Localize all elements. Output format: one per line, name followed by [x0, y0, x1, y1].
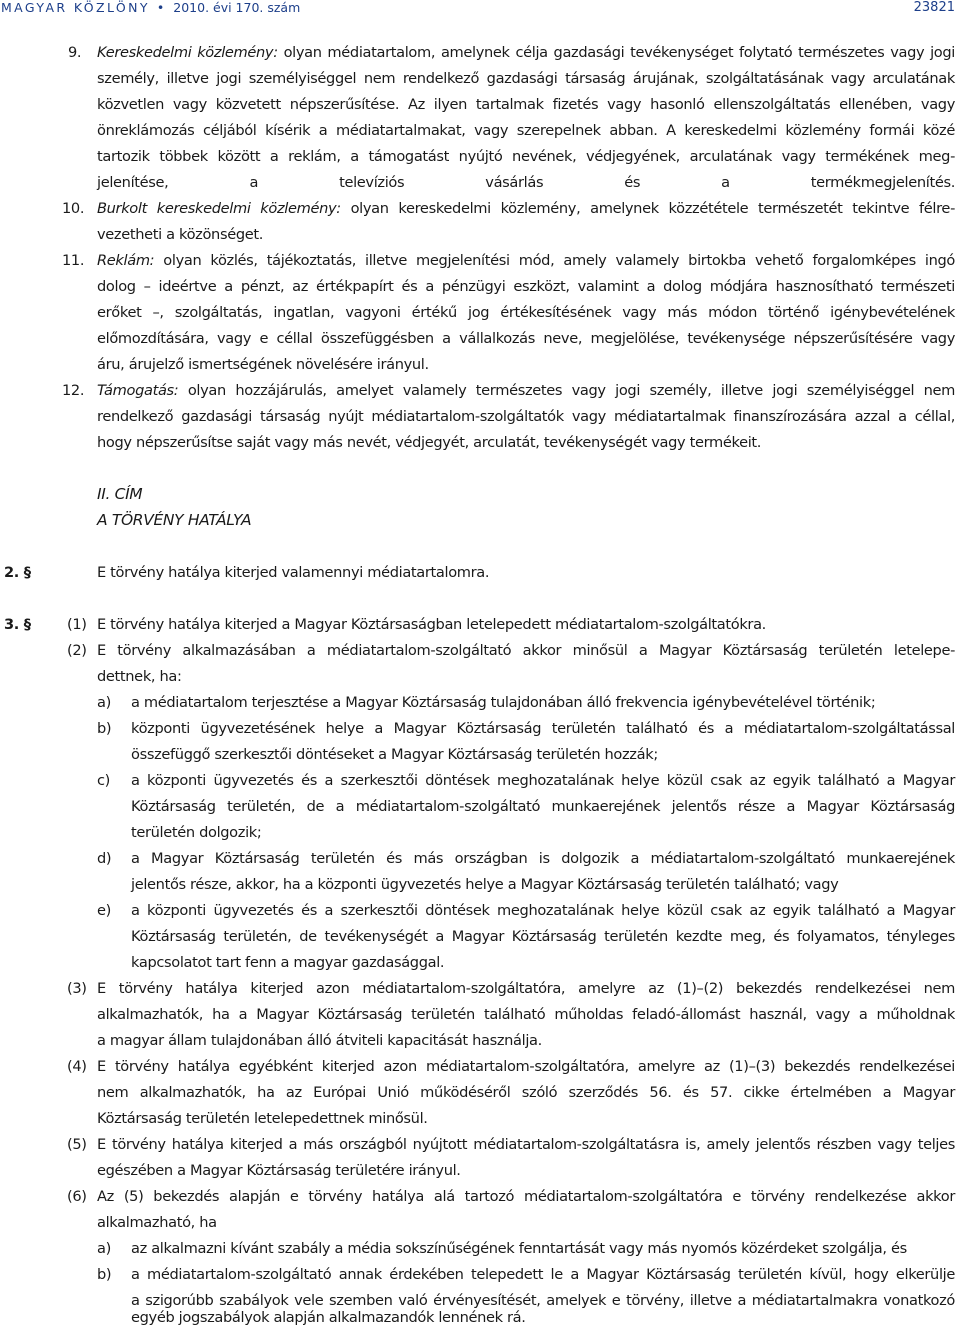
point-line: központi ügyvezetésének helye a Magyar Köztársaság területén található és a médiatartalom-szolgáltatással: [131, 720, 955, 737]
definition-term: Kereskedelmi közlemény:: [97, 44, 278, 61]
definition-line: rendelkező gazdasági társaság nyújt médiatartalom-szolgáltatók vagy médiatartalmak finanszírozására azzal a céllal,: [97, 408, 955, 425]
paragraph-line: E törvény hatálya kiterjed a Magyar Köztársaságban letelepedett médiatartalom-szolgáltatókra.: [97, 616, 766, 633]
paragraph-line: a magyar állam tulajdonában álló átviteli kapacitását használja.: [97, 1032, 542, 1049]
point-line: egyéb jogszabályok alapján alkalmazandók lennének rá.: [131, 1309, 526, 1326]
item-number: 9.: [68, 44, 82, 61]
paragraph-line: E törvény alkalmazásában a médiatartalom-szolgáltató akkor minősül a Magyar Köztársaság területén letelepe-: [97, 642, 955, 659]
point-line: a központi ügyvezetés és a szerkesztői döntések meghozatalának helye közül csak az egyik található a Magyar: [131, 772, 955, 789]
page-number: 23821: [913, 0, 955, 15]
definition-line: személy, illetve jogi személyiséggel nem rendelkező gazdasági társaság árujának, szolgáltatásának vagy arculatának: [97, 70, 955, 87]
section-number: 2. §: [4, 564, 31, 581]
paragraph-number: (4): [67, 1058, 87, 1075]
point-letter: b): [97, 720, 112, 737]
item-number: 11.: [62, 252, 85, 269]
paragraph-line: dettnek, ha:: [97, 668, 182, 685]
paragraph-line: egészében a Magyar Köztársaság területére irányul.: [97, 1162, 461, 1179]
paragraph-line: alkalmazható, ha: [97, 1214, 217, 1231]
publication-name: MAGYAR KÖZLÖNY: [1, 0, 150, 15]
point-line: kapcsolatot tart fenn a magyar gazdasággal.: [131, 954, 445, 971]
header-left: [1, 0, 300, 15]
definition-line: tartozik többek között a reklám, a támogatást nyújtó nevének, védjegyének, arculatának vagy termékének meg-: [97, 148, 955, 165]
point-line: a központi ügyvezetés és a szerkesztői döntések meghozatalának helye közül csak az egyik található a Magyar: [131, 902, 955, 919]
definition-term: Támogatás:: [97, 382, 179, 399]
paragraph-line: E törvény hatálya kiterjed azon médiatartalom-szolgáltatóra, amelyre az (1)–(2) bekezdés rendelkezései nem: [97, 980, 955, 997]
point-line: Köztársaság területén, de tevékenységét a Magyar Köztársaság területén kezdte meg, és folyamatos, tényleges: [131, 928, 955, 945]
point-letter: c): [97, 772, 111, 789]
paragraph-line: E törvény hatálya egyébként kiterjed azon médiatartalom-szolgáltatóra, amelyre az (1)–(3) bekezdés rendelkezései: [97, 1058, 955, 1075]
definition-line: Reklám: olyan közlés, tájékoztatás, illetve megjelenítési mód, amely valamely birtokba vehető forgalomképes ingó: [97, 252, 955, 269]
paragraph-number: (2): [67, 642, 87, 659]
paragraph-number: (5): [67, 1136, 87, 1153]
point-letter: a): [97, 694, 111, 711]
point-line: Köztársaság területén, de a médiatartalom-szolgáltató munkaerejének jelentős része a Magyar Köztársaság: [131, 798, 955, 815]
issue-info: 2010. évi 170. szám: [173, 0, 301, 15]
paragraph-line: nem alkalmazhatók, ha az Európai Unió működéséről szóló szerződés 56. és 57. cikke értelmében a Magyar: [97, 1084, 955, 1101]
definition-term: Reklám:: [97, 252, 155, 269]
point-line: összefüggő szerkesztői döntéseket a Magyar Köztársaság területén hozzák;: [131, 746, 658, 763]
paragraph-number: (1): [67, 616, 87, 633]
definition-line: dolog – ideértve a pénzt, az értékpapírt és a pénzügyi eszközt, valamint a dolog módjára hasznosítható természeti: [97, 278, 955, 295]
header-bullet: •: [156, 0, 165, 15]
definition-line: hogy népszerűsítse saját vagy más nevét, védjegyét, arculatát, tevékenységét vagy termékeit.: [97, 434, 762, 451]
section-number: 3. §: [4, 616, 31, 633]
definition-line: önreklámozás céljából kísérik a médiatartalmakat, vagy szerepelnek abban. A kereskedelmi közlemény formái közé: [97, 122, 955, 139]
point-letter: e): [97, 902, 111, 919]
paragraph-line: alkalmazhatók, ha a Magyar Köztársaság területén található műholdas feladó-állomást használ, vagy a műholdnak: [97, 1006, 955, 1023]
definition-line: Kereskedelmi közlemény: olyan médiatartalom, amelynek célja gazdasági tevékenységet folytató természetes vagy jogi: [97, 44, 955, 61]
point-line: a médiatartalom-szolgáltató annak érdekében telepedett le a Magyar Köztársaság területén kívül, hogy elkerülje: [131, 1266, 955, 1283]
item-number: 12.: [62, 382, 85, 399]
definition-line: előmozdítására, vagy e céllal összefüggésben a vállalkozás neve, megjelölése, tevékenysége népszerűsítésére vagy: [97, 330, 955, 347]
paragraph-line: E törvény hatálya kiterjed a más országból nyújtott médiatartalom-szolgáltatásra is, amely jelentős részben vagy teljes: [97, 1136, 955, 1153]
section-text: E törvény hatálya kiterjed valamennyi médiatartalomra.: [97, 564, 490, 581]
point-line: a szigorúbb szabályok vele szemben való érvényesítését, amelyek e törvény, illetve a médiatartalmakra vonatkozó: [131, 1292, 955, 1309]
chapter-number: II. CÍM: [97, 485, 143, 503]
definition-line: Támogatás: olyan hozzájárulás, amelyet valamely természetes vagy jogi személy, illetve jogi személyiséggel nem: [97, 382, 955, 399]
point-letter: a): [97, 1240, 111, 1257]
definition-line: erőket –, szolgáltatás, ingatlan, vagyoni értékű jog értékesítésének vagy más módon történő igénybevételének: [97, 304, 955, 321]
definition-line: Burkolt kereskedelmi közlemény: olyan kereskedelmi közlemény, amelynek közzététele természetét tekintve félre-: [97, 200, 955, 217]
point-line: a médiatartalom terjesztése a Magyar Köztársaság tulajdonában álló frekvencia igénybevételével történik;: [131, 694, 876, 711]
definition-line: jelenítése, a televíziós vásárlás és a termékmegjelenítés.: [97, 174, 955, 191]
definition-line: vezetheti a közönséget.: [97, 226, 264, 243]
chapter-title: A TÖRVÉNY HATÁLYA: [97, 511, 252, 529]
definition-term: Burkolt kereskedelmi közlemény:: [97, 200, 341, 217]
point-line: a Magyar Köztársaság területén és más országban is dolgozik a médiatartalom-szolgáltató munkaerejének: [131, 850, 955, 867]
definition-line: közvetlen vagy közvetett népszerűsítése. Az ilyen tartalmak fizetés vagy hasonló ellenszolgáltatás ellenében, vagy: [97, 96, 955, 113]
point-line: területén dolgozik;: [131, 824, 262, 841]
point-line: az alkalmazni kívánt szabály a média sokszínűségének fenntartását vagy más nyomós közérdeket szolgálja, és: [131, 1240, 907, 1257]
point-line: jelentős része, akkor, ha a központi ügyvezetés helye a Magyar Köztársaság területén található; vagy: [131, 876, 839, 893]
point-letter: b): [97, 1266, 112, 1283]
paragraph-line: Köztársaság területén letelepedettnek minősül.: [97, 1110, 428, 1127]
page-header: [0, 0, 960, 20]
point-letter: d): [97, 850, 112, 867]
paragraph-number: (3): [67, 980, 87, 997]
paragraph-number: (6): [67, 1188, 87, 1205]
paragraph-line: Az (5) bekezdés alapján e törvény hatálya alá tartozó médiatartalom-szolgáltatóra e törvény rendelkezése akkor: [97, 1188, 955, 1205]
definition-line: áru, árujelző ismertségének növelésére irányul.: [97, 356, 429, 373]
item-number: 10.: [62, 200, 85, 217]
